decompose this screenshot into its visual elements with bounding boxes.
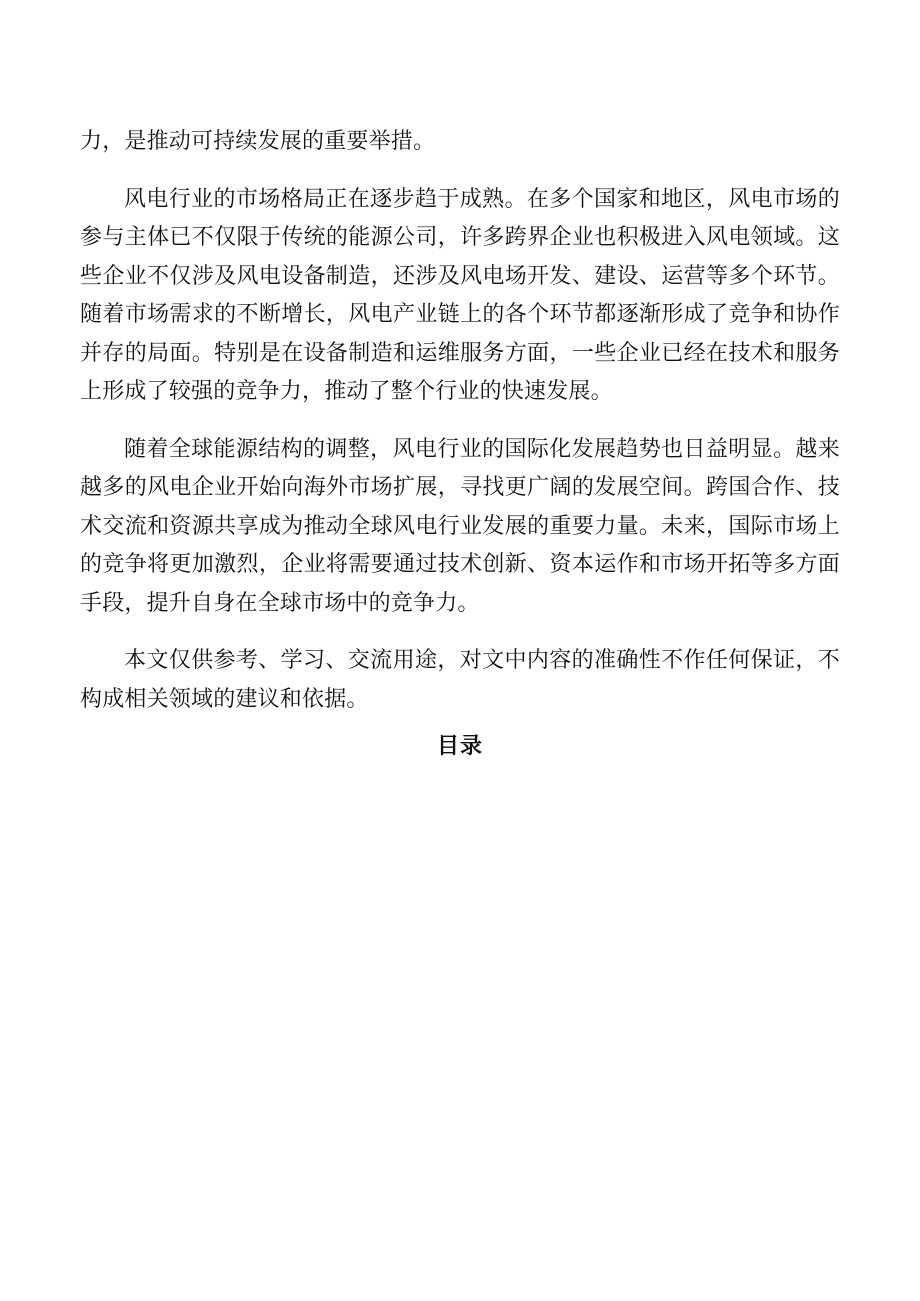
paragraph-market-structure: 风电行业的市场格局正在逐步趋于成熟。在多个国家和地区，风电市场的参与主体已不仅限于传统的能源公司，许多跨界企业也积极进入风电领域。这些企业不仅涉及风电设备制造，还涉及风电场开发、建设、运营等多个环节。随着市场需求的不断增长，风电产业链上的各个环节都逐渐形成了竞争和协作并存的局面。特别是在设备制造和运维服务方面，一些企业已经在技术和服务上形成了较强的竞争力，推动了整个行业的快速发展。 [80, 186, 840, 404]
paragraph-internationalization: 随着全球能源结构的调整，风电行业的国际化发展趋势也日益明显。越来越多的风电企业开始向海外市场扩展，寻找更广阔的发展空间。跨国合作、技术交流和资源共享成为推动全球风电行业发展的重要力量。未来，国际市场上的竞争将更加激烈，企业将需要通过技术创新、资本运作和市场开拓等多方面手段，提升自身在全球市场中的竞争力。 [80, 436, 840, 616]
paragraph-disclaimer: 本文仅供参考、学习、交流用途，对文中内容的准确性不作任何保证，不构成相关领域的建议和依据。 [80, 648, 840, 712]
document-body [80, 123, 840, 767]
toc-heading: 目录 [436, 734, 483, 759]
paragraph-continuation: 力，是推动可持续发展的重要举措。 [80, 129, 436, 154]
